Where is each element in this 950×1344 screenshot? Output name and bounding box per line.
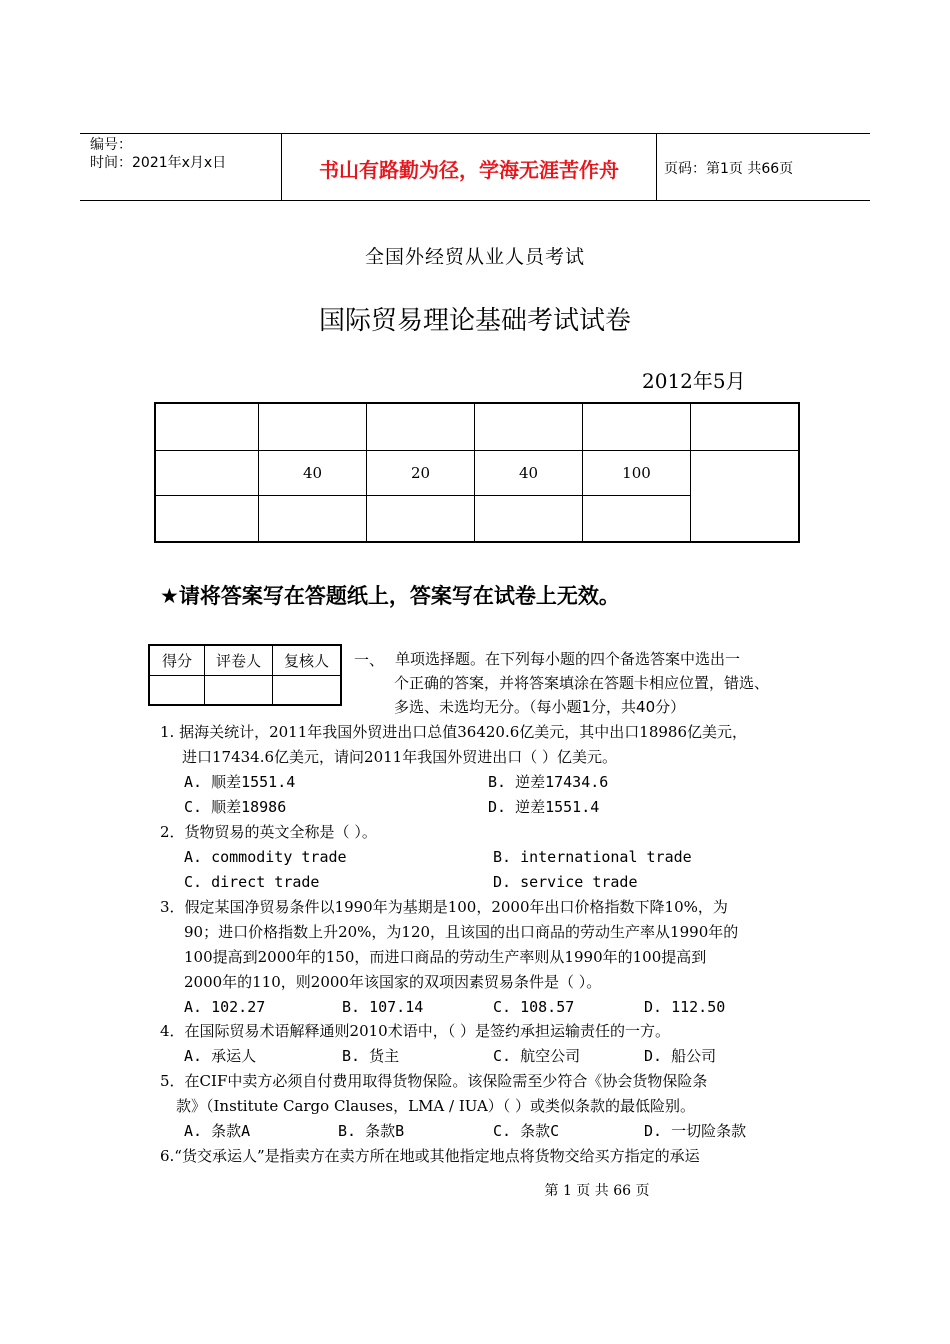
- score-cell: [475, 403, 583, 450]
- score-cell: [259, 403, 367, 450]
- option-b: B. 逆差17434.6: [488, 773, 609, 791]
- time-label: 时间：2021年x月x日: [90, 155, 227, 171]
- question-line: 90；进口价格指数上升20%，为120，且该国的出口商品的劳动生产率从1990年的: [184, 923, 739, 941]
- option-b: B. 条款B: [338, 1122, 405, 1140]
- section-line: 个正确的答案，并将答案填涂在答题卡相应位置，错选、: [394, 674, 770, 692]
- exam-date: 2012年5月: [642, 369, 746, 393]
- section-number: 一、: [354, 651, 385, 669]
- score-value: 40: [475, 450, 583, 495]
- header-bottom-rule: [80, 200, 870, 201]
- option-d: D. 一切险条款: [644, 1122, 747, 1140]
- score-cell: [367, 403, 475, 450]
- score-value: 100: [583, 450, 691, 495]
- question-line: 2000年的110，则2000年该国家的双项因素贸易条件是（ ）。: [184, 973, 602, 991]
- score-cell: [583, 403, 691, 450]
- grade-header: 复核人: [273, 645, 342, 675]
- grade-cell: [205, 675, 273, 705]
- question-line: 款》（Institute Cargo Clauses，LMA / IUA）（ ）或类似条款的最低险别。: [176, 1097, 696, 1115]
- score-cell: [155, 450, 259, 495]
- option-a: A. 顺差1551.4: [184, 773, 296, 791]
- score-value: 40: [259, 450, 367, 495]
- question-line: 4．在国际贸易术语解释通则2010术语中，（ ）是签约承担运输责任的一方。: [160, 1022, 670, 1040]
- question-line: 进口17434.6亿美元，请问2011年我国外贸进出口（ ）亿美元。: [182, 748, 617, 766]
- option-b: B. 货主: [342, 1047, 400, 1065]
- option-a: A. commodity trade: [184, 848, 347, 866]
- code-label: 编号：: [90, 137, 132, 153]
- score-value: 20: [367, 450, 475, 495]
- option-c: C. 条款C: [493, 1122, 560, 1140]
- option-d: D. service trade: [493, 873, 638, 891]
- header-page-label: 页码：第1页 共66页: [664, 161, 794, 177]
- section-line: 单项选择题。在下列每小题的四个备选答案中选出一: [395, 650, 741, 668]
- page-footer: 第 1 页 共 66 页: [544, 1183, 650, 1199]
- question-line: 5．在CIF中卖方必须自付费用取得货物保险。该保险需至少符合《协会货物保险条: [160, 1072, 708, 1090]
- option-d: D. 船公司: [644, 1047, 717, 1065]
- score-cell: [367, 495, 475, 542]
- header-meta: [90, 136, 226, 172]
- grade-cell: [273, 675, 342, 705]
- section-instructions: [394, 647, 814, 719]
- option-b: B. 107.14: [342, 998, 424, 1016]
- exam-paper-title: 国际贸易理论基础考试试卷: [318, 306, 631, 336]
- section-line: 多选、未选均无分。（每小题1分，共40分）: [394, 698, 686, 716]
- option-a: A. 102.27: [184, 998, 266, 1016]
- answer-notice: ★请将答案写在答题纸上，答案写在试卷上无效。: [160, 584, 620, 608]
- option-c: C. direct trade: [184, 873, 320, 891]
- score-cell: [475, 495, 583, 542]
- score-table: [154, 402, 800, 543]
- score-cell: [691, 450, 800, 542]
- grade-cell: [149, 675, 205, 705]
- option-a: A. 承运人: [184, 1047, 257, 1065]
- header-motto: 书山有路勤为径，学海无涯苦作舟: [319, 158, 619, 182]
- option-c: C. 108.57: [493, 998, 575, 1016]
- question-line: 2．货物贸易的英文全称是（ ）。: [160, 823, 377, 841]
- header-divider: [656, 133, 657, 201]
- score-cell: [155, 495, 259, 542]
- score-cell: [259, 495, 367, 542]
- question-line: 100提高到2000年的150，而进口商品的劳动生产率则从1990年的100提高到: [184, 948, 707, 966]
- option-a: A. 条款A: [184, 1122, 251, 1140]
- score-cell: [155, 403, 259, 450]
- score-cell: [691, 403, 800, 450]
- grade-header: 评卷人: [205, 645, 273, 675]
- question-line: 3．假定某国净贸易条件以1990年为基期是100，2000年出口价格指数下降10%，为: [160, 898, 728, 916]
- score-cell: [583, 495, 691, 542]
- option-c: C. 顺差18986: [184, 798, 287, 816]
- option-c: C. 航空公司: [493, 1047, 581, 1065]
- grade-header: 得分: [149, 645, 205, 675]
- option-d: D. 112.50: [644, 998, 726, 1016]
- exam-org-title: 全国外经贸从业人员考试: [364, 246, 585, 268]
- grade-table: [148, 644, 342, 706]
- option-d: D. 逆差1551.4: [488, 798, 600, 816]
- option-b: B. international trade: [493, 848, 692, 866]
- question-line: 1. 据海关统计，2011年我国外贸进出口总值36420.6亿美元，其中出口18986亿美元，: [160, 723, 748, 741]
- question-line: 6.“货交承运人”是指卖方在卖方所在地或其他指定地点将货物交给买方指定的承运: [160, 1147, 700, 1165]
- header-top-rule: [80, 133, 870, 134]
